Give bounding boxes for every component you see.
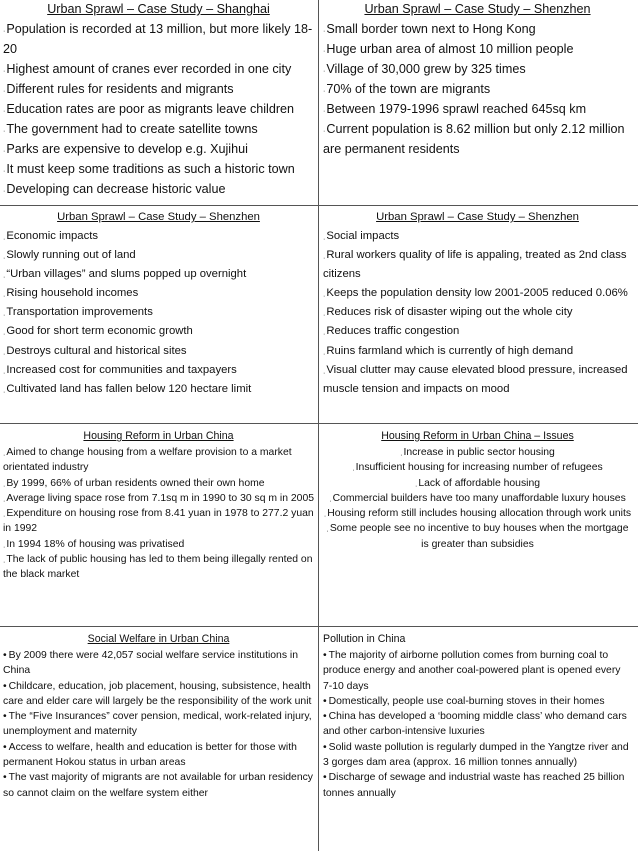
list-item: ·70% of the town are migrants (323, 82, 491, 96)
list-item: ·The government had to create satellite towns (3, 122, 258, 136)
list-item: • China has developed a ‘booming middle class’ who demand cars and other carbon-intensive luxuries (323, 711, 627, 738)
bullet-dot-icon: · (323, 68, 326, 75)
section-title: Urban Sprawl – Case Study – Shenzhen (364, 2, 591, 16)
section-title: Social Welfare in Urban China (87, 633, 230, 645)
bullet-list (3, 445, 314, 583)
section-urban-sprawl-shenzhen-facts (319, 0, 638, 206)
bullet-icon: • (323, 650, 327, 661)
list-item: ·Highest amount of cranes ever recorded in one city (3, 62, 292, 76)
bullet-dot-icon: · (323, 236, 326, 243)
list-item: ·Cultivated land has fallen below 120 hectare limit (3, 382, 252, 396)
section-pollution (319, 627, 638, 851)
bullet-icon: • (3, 680, 7, 692)
bullet-list (3, 227, 314, 399)
list-item: ·It must keep some traditions as such a historic town (3, 162, 295, 176)
list-item: • By 2009 there were 42,057 social welfare service institutions in China (3, 650, 299, 677)
bullet-dot-icon: · (3, 543, 6, 551)
section-housing-reform (0, 424, 319, 627)
list-item: ·In 1994 18% of housing was privatised (3, 538, 185, 551)
section-title: Pollution in China (323, 633, 406, 645)
bullet-dot-icon: · (3, 188, 6, 195)
bullet-dot-icon: · (323, 331, 326, 339)
bullet-dot-icon: · (323, 369, 326, 377)
list-item: ·Between 1979-1996 sprawl reached 645sq km (323, 102, 587, 116)
bullet-icon: • (3, 772, 7, 784)
section-title: Housing Reform in Urban China (83, 430, 234, 442)
bullet-icon: • (323, 711, 327, 723)
list-item: • Access to welfare, health and education is better for those with permanent Hokou status in urban areas (3, 741, 297, 769)
list-item: ·Rising household incomes (3, 287, 139, 301)
list-item: ·Reduces risk of disaster wiping out the whole city (323, 306, 573, 320)
bullet-dot-icon: · (3, 108, 6, 115)
bullet-dot-icon: · (323, 108, 326, 115)
bullet-dot-icon: · (323, 312, 326, 320)
list-item: • Childcare, education, job placement, housing, subsistence, health care and elder care will largely be the responsibility of the work unit (3, 680, 312, 707)
list-item: ·Huge urban area of almost 10 million people (323, 42, 574, 56)
section-housing-reform-issues (319, 424, 638, 627)
bullet-list (3, 648, 314, 801)
bullet-list (323, 19, 632, 159)
bullet-dot-icon: · (326, 528, 329, 536)
bullet-dot-icon: · (3, 482, 6, 490)
bullet-list (323, 648, 632, 801)
list-item: ·Education rates are poor as migrants leave children (3, 102, 295, 116)
section-urban-sprawl-shanghai (0, 0, 319, 206)
list-item: ·Housing reform still includes housing allocation through work units (323, 508, 632, 521)
list-item: ·Expenditure on housing rose from 8.41 yuan in 1978 to 277.2 yuan in 1992 (3, 508, 314, 535)
list-item: ·Village of 30,000 grew by 325 times (323, 62, 526, 76)
list-item: ·Good for short term economic growth (3, 325, 193, 339)
list-item: ·Increased cost for communities and taxpayers (3, 363, 237, 377)
bullet-dot-icon: · (400, 452, 403, 459)
section-shenzhen-economic-impacts (0, 206, 319, 424)
list-item: • Domestically, people use coal-burning stoves in their homes (323, 695, 605, 707)
bullet-dot-icon: · (3, 293, 6, 301)
list-item: ·Parks are expensive to develop e.g. Xujihui (3, 142, 248, 156)
bullet-dot-icon: · (323, 293, 326, 301)
bullet-dot-icon: · (323, 513, 327, 521)
list-item: ·By 1999, 66% of urban residents owned their own home (3, 477, 265, 490)
list-item: ·Population is recorded at 13 million, but more likely 18-20 (3, 22, 313, 56)
bullet-icon: • (3, 650, 7, 661)
list-item: ·Developing can decrease historic value (3, 182, 226, 196)
list-item: ·The lack of public housing has led to them being illegally rented on the black market (3, 554, 313, 581)
list-item: ·Aimed to change housing from a welfare provision to a market orientated industry (3, 447, 292, 474)
list-item: ·Different rules for residents and migrants (3, 82, 234, 96)
list-item: ·Reduces traffic congestion (323, 325, 460, 339)
bullet-dot-icon: · (3, 68, 6, 75)
section-shenzhen-social-impacts (319, 206, 638, 424)
section-title: Urban Sprawl – Case Study – Shenzhen (57, 211, 260, 223)
list-item: ·Commercial builders have too many unaffordable luxury houses (329, 492, 626, 505)
bullet-dot-icon: · (3, 331, 6, 339)
list-item: • The majority of airborne pollution comes from burning coal to produce energy and another coal-powered plant is opened every 7-10 days (323, 650, 621, 692)
bullet-icon: • (323, 695, 327, 707)
bullet-dot-icon: · (3, 148, 6, 155)
list-item: ·Ruins farmland which is currently of high demand (323, 344, 574, 358)
list-item: ·Economic impacts (3, 230, 99, 243)
section-title: Urban Sprawl – Case Study – Shanghai (47, 2, 270, 16)
bullet-dot-icon: · (3, 128, 6, 135)
section-title: Housing Reform in Urban China – Issues (381, 430, 574, 442)
bullet-dot-icon: · (3, 559, 6, 567)
section-social-welfare (0, 627, 319, 851)
list-item: ·Keeps the population density low 2001-2005 reduced 0.06% (323, 287, 628, 301)
bullet-dot-icon: · (3, 88, 6, 95)
bullet-dot-icon: · (3, 513, 6, 521)
bullet-dot-icon: · (3, 236, 6, 243)
list-item: ·Some people see no incentive to buy houses when the mortgage is greater than subsidies (326, 523, 629, 550)
list-item: ·Increase in public sector housing (400, 447, 555, 459)
list-item: • Discharge of sewage and industrial waste has reached 25 billion tonnes annually (323, 772, 625, 799)
bullet-dot-icon: · (352, 467, 355, 475)
bullet-dot-icon: · (3, 168, 6, 175)
bullet-dot-icon: · (323, 28, 326, 35)
bullet-dot-icon: · (3, 28, 6, 35)
list-item: • Solid waste pollution is regularly dumped in the Yangtze river and 3 gorges dam area (approx. 16 million tonnes annually) (323, 741, 629, 769)
list-item: ·Average living space rose from 7.1sq m in 1990 to 30 sq m in 2005 (3, 492, 315, 505)
bullet-list (323, 445, 632, 552)
bullet-dot-icon: · (323, 350, 326, 358)
bullet-dot-icon: · (329, 497, 332, 505)
bullet-icon: • (3, 711, 7, 723)
list-item: • The vast majority of migrants are not available for urban residency so cannot claim on the welfare system either (3, 772, 313, 799)
list-item: ·Destroys cultural and historical sites (3, 344, 187, 358)
list-item: ·“Urban villages” and slums popped up overnight (3, 268, 247, 282)
bullet-dot-icon: · (3, 350, 6, 358)
bullet-dot-icon: · (3, 312, 6, 320)
bullet-dot-icon: · (3, 452, 6, 459)
bullet-dot-icon: · (323, 48, 326, 55)
bullet-list (3, 19, 314, 199)
list-item: ·Slowly running out of land (3, 249, 136, 263)
bullet-dot-icon: · (3, 274, 6, 282)
list-item: ·Rural workers quality of life is appaling, treated as 2nd class citizens (323, 249, 627, 281)
list-item: ·Current population is 8.62 million but only 2.12 million are permanent residents (323, 122, 625, 156)
bullet-icon: • (323, 741, 327, 753)
bullet-dot-icon: · (3, 388, 6, 396)
bullet-dot-icon: · (3, 369, 6, 377)
bullet-dot-icon: · (323, 128, 326, 135)
section-title: Urban Sprawl – Case Study – Shenzhen (376, 211, 579, 223)
list-item: ·Visual clutter may cause elevated blood pressure, increased muscle tension and impacts on mood (323, 363, 628, 395)
bullet-dot-icon: · (323, 255, 326, 263)
list-item: • The “Five Insurances” cover pension, medical, work-related injury, unemployment and maternity (3, 711, 312, 738)
bullet-icon: • (323, 772, 327, 784)
list-item: ·Social impacts (323, 230, 400, 243)
bullet-dot-icon: · (3, 255, 6, 263)
list-item: ·Insufficient housing for increasing number of refugees (352, 462, 603, 475)
bullet-dot-icon: · (3, 497, 6, 505)
bullet-icon: • (3, 741, 7, 753)
list-item: ·Small border town next to Hong Kong (323, 22, 536, 36)
bullet-dot-icon: · (323, 88, 326, 95)
bullet-dot-icon: · (414, 482, 418, 490)
bullet-list (323, 227, 632, 399)
list-item: ·Transportation improvements (3, 306, 153, 320)
list-item: ·Lack of affordable housing (414, 477, 541, 490)
